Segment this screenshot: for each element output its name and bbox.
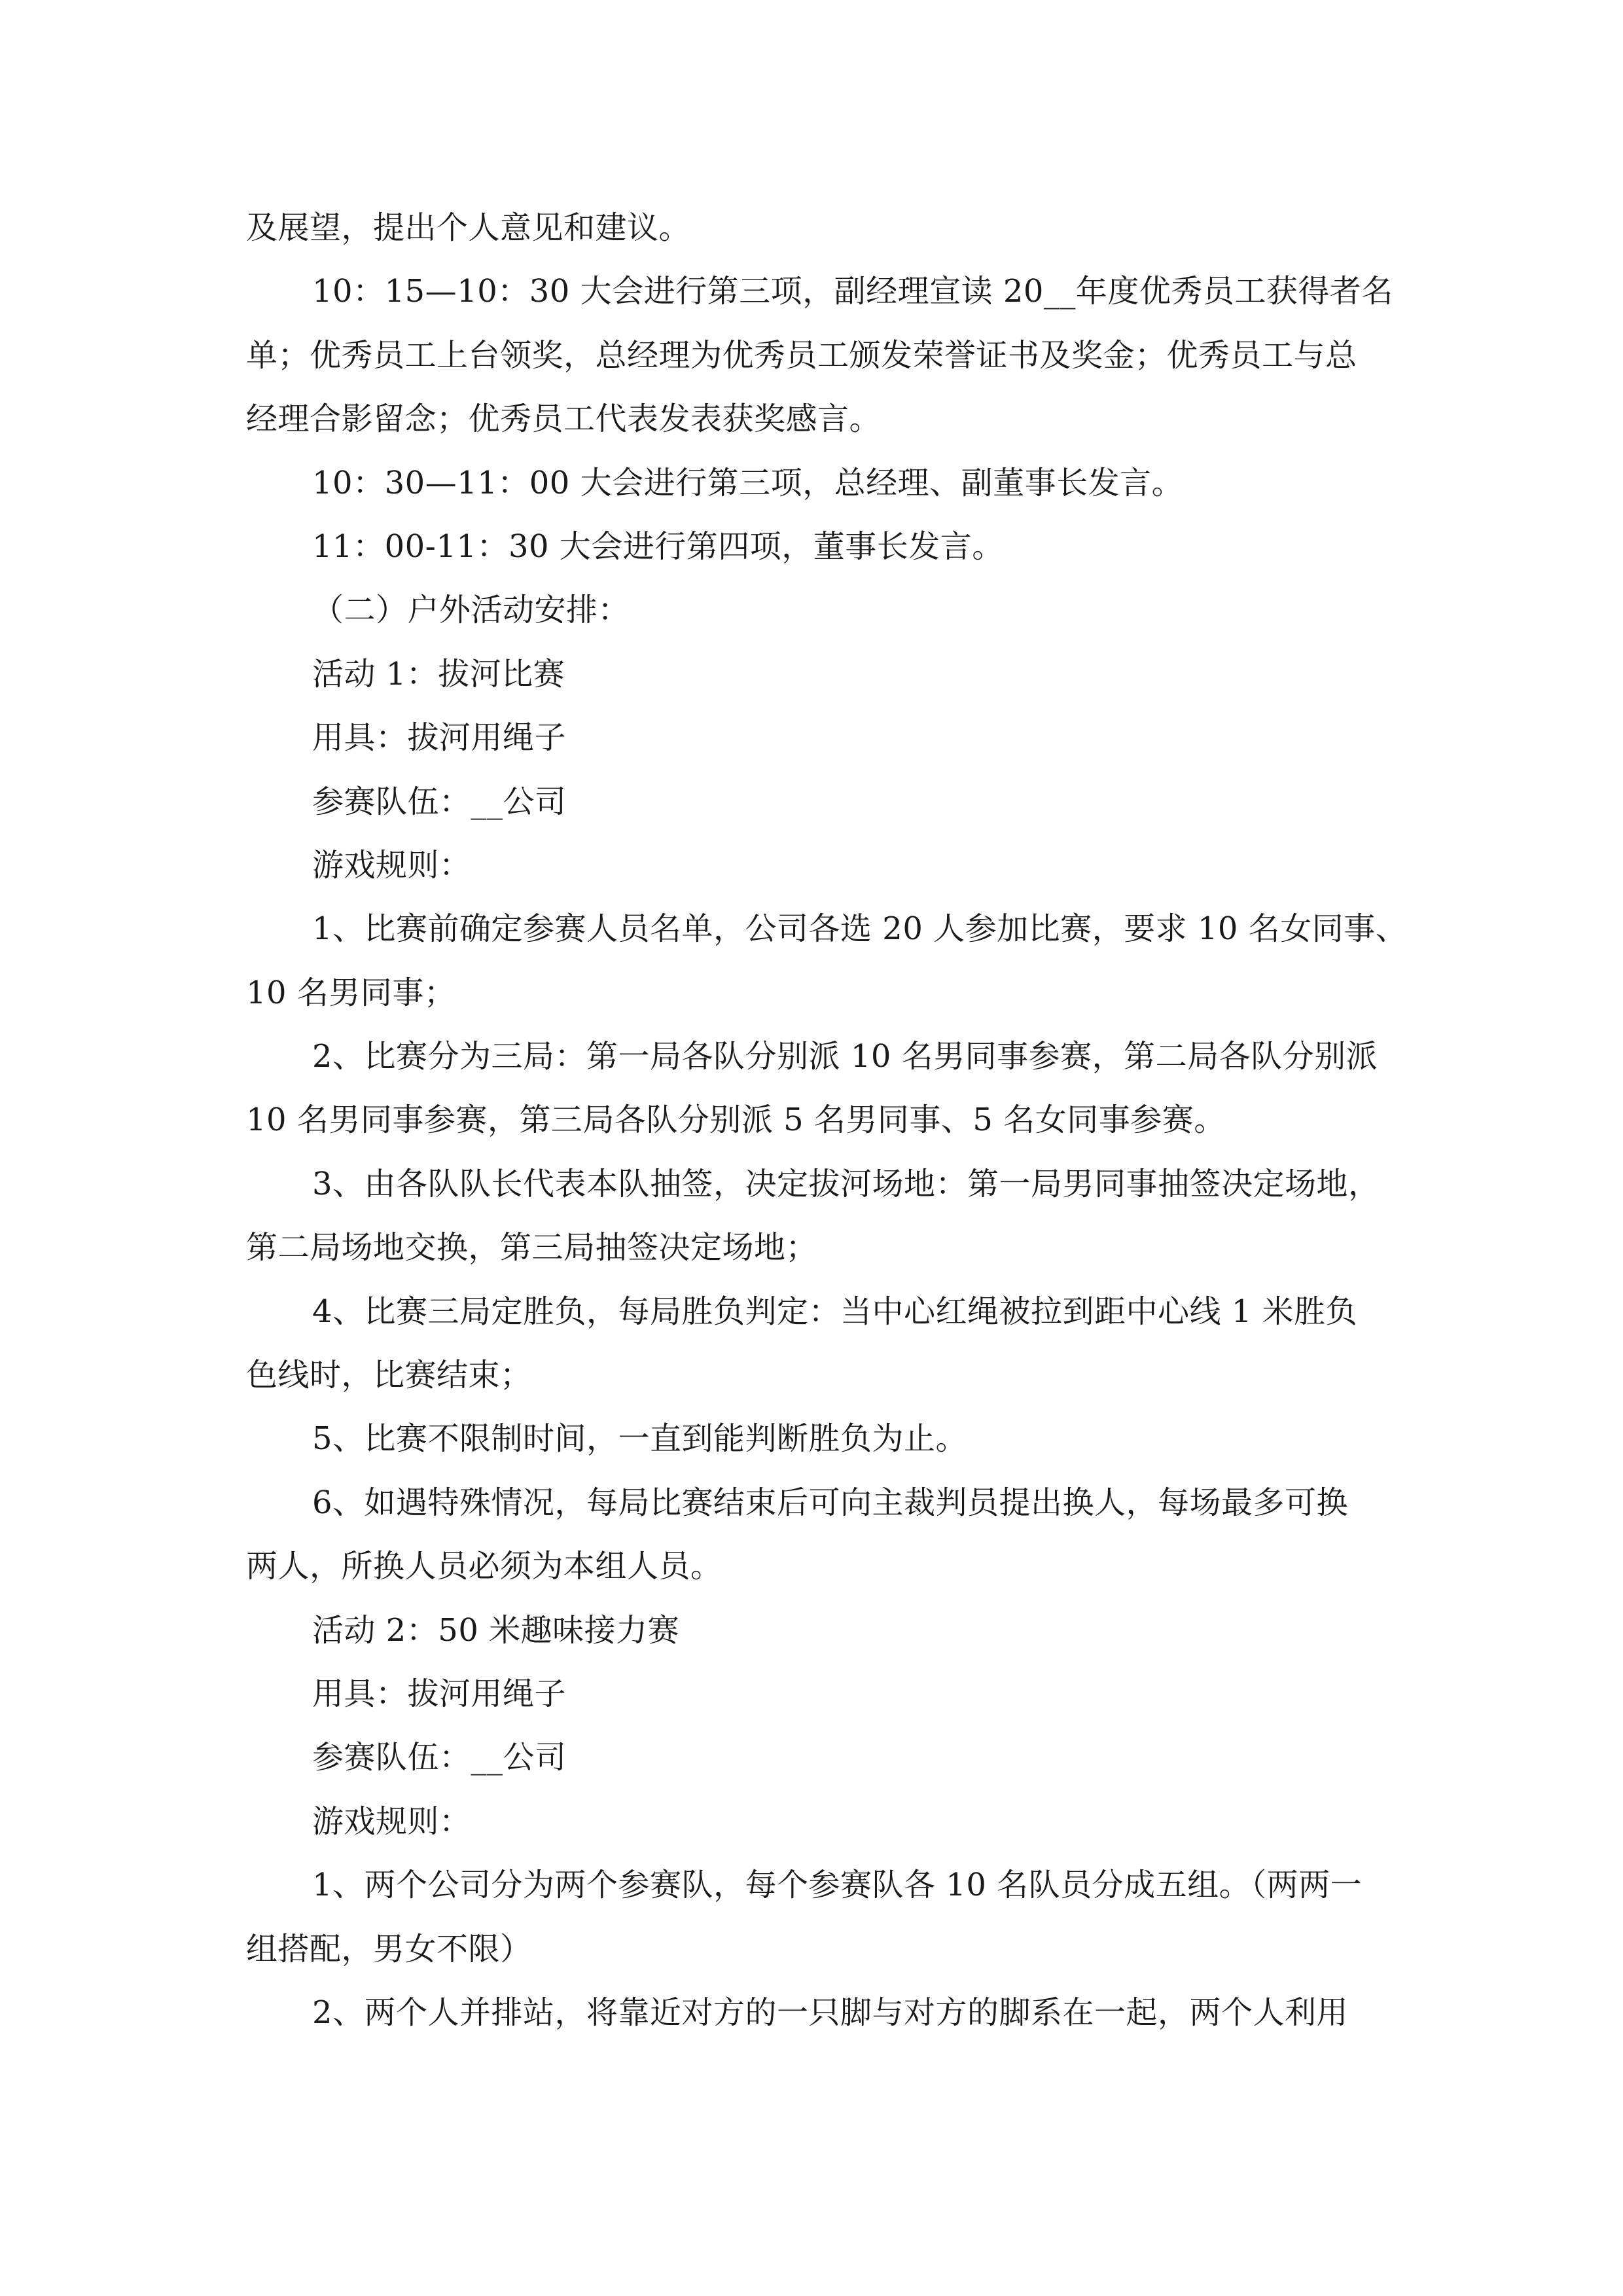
activity-title: 活动 2：50 米趣味接力赛 [312,1611,680,1649]
text-line: 2、两个人并排站，将靠近对方的一只脚与对方的脚系在一起，两个人利用 [312,1994,1349,2031]
document-body [246,196,1408,2045]
text-line: 参赛队伍：__公司 [312,1739,567,1776]
text-line: 11：00-11：30 大会进行第四项，董事长发言。 [312,528,1004,565]
text-line: 1、比赛前确定参赛人员名单，公司各选 20 人参加比赛，要求 10 名女同事、 [312,910,1408,948]
text-line: 6、如遇特殊情况，每局比赛结束后可向主裁判员提出换人，每场最多可换 [312,1484,1349,1521]
text-line: 3、由各队队长代表本队抽签，决定拔河场地：第一局男同事抽签决定场地， [312,1165,1380,1202]
section-heading: （二）户外活动安排： [312,592,630,629]
text-line: 10：30—11：00 大会进行第三项，总经理、副董事长发言。 [312,464,1184,501]
text-line: 第二局场地交换，第三局抽签决定场地； [246,1229,818,1266]
text-line: 4、比赛三局定胜负，每局胜负判定：当中心红绳被拉到距中心线 1 米胜负 [312,1293,1358,1330]
text-line: 10：15—10：30 大会进行第三项，副经理宣读 20__年度优秀员工获得者名 [312,273,1393,310]
text-line: 色线时，比赛结束； [246,1357,532,1394]
text-line: 用具：拔河用绳子 [312,719,567,757]
activity-title: 活动 1：拔河比赛 [312,655,565,692]
text-line: 5、比赛不限制时间，一直到能判断胜负为止。 [312,1420,968,1458]
text-line: 2、比赛分为三局：第一局各队分别派 10 名男同事参赛，第二局各队分别派 [312,1038,1378,1075]
text-line: 参赛队伍：__公司 [312,783,567,820]
rules-heading: 游戏规则： [312,846,471,884]
text-line: 单；优秀员工上台领奖，总经理为优秀员工颁发荣誉证书及奖金；优秀员工与总 [246,336,1357,374]
rules-heading: 游戏规则： [312,1803,471,1840]
text-line: 及展望，提出个人意见和建议。 [246,209,691,246]
text-line: 组搭配，男女不限） [246,1930,532,1967]
text-line: 用具：拔河用绳子 [312,1675,567,1712]
text-line: 10 名男同事； [246,974,456,1011]
text-line: 经理合影留念；优秀员工代表发表获奖感言。 [246,401,882,438]
text-line: 1、两个公司分为两个参赛队，每个参赛队各 10 名队员分成五组。（两两一 [312,1867,1363,1904]
text-line: 两人，所换人员必须为本组人员。 [246,1548,722,1585]
text-line: 10 名男同事参赛，第三局各队分别派 5 名男同事、5 名女同事参赛。 [246,1102,1226,1139]
